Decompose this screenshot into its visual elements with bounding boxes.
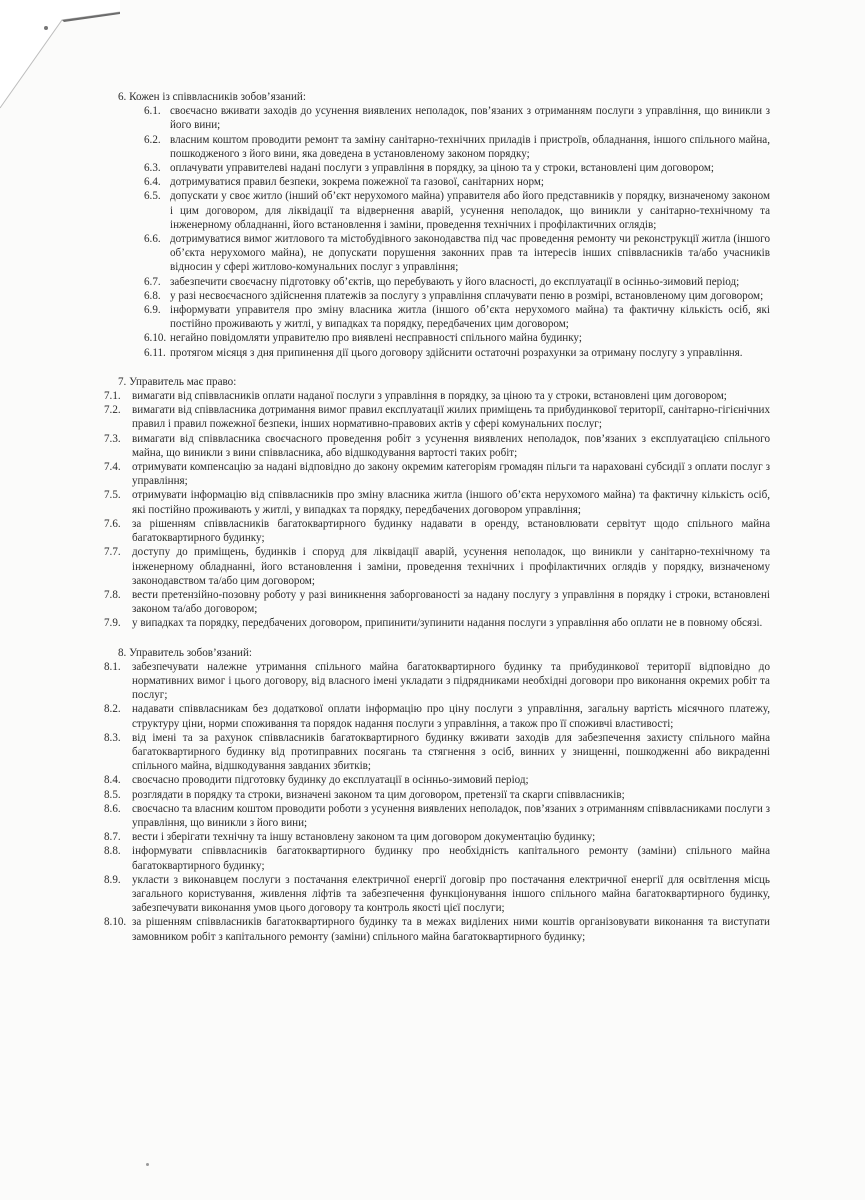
list-item [104,616,770,630]
item-text: від імені та за рахунок співвласників багатоквартирного будинку вживати заходів для забезпечення захисту спільного майна багатоквартирного будинку від протиправних посягань та стягнення з осіб, винних у знищенні, пошкодженні або викраденні спільного майна, відшкодування завданих збитків; [132,731,770,773]
section-spacer [104,631,770,646]
list-item [104,432,770,460]
list-item [104,232,770,275]
item-number: 8.9. [104,873,121,886]
list-item [104,403,770,431]
item-number: 6.11. [144,346,166,359]
item-number: 8.5. [104,788,121,801]
section-6-title: 6. Кожен із співвласників зобов’язаний: [118,91,306,103]
item-text: дотримуватися правил безпеки, зокрема пожежної та газової, санітарних норм; [170,176,544,189]
list-item [104,788,770,802]
item-number: 7.4. [104,461,121,474]
item-number: 8.1. [104,660,121,673]
item-text: власним коштом проводити ремонт та заміну санітарно-технічних приладів і пристроїв, обладнання, іншого спільного майна, пошкодженого з його вини, яка доведена в установленому законом порядку; [170,133,770,160]
list-item [104,303,770,331]
item-text: укласти з виконавцем послуги з постачання електричної енергії договір про постачання електричної енергії для освітлення місць загального користування, живлення ліфтів та забезпечення функціонування іншого спільного майна багатоквартирного будинку, забезпечувати виконання умов цього договору та контроль якості цієї послуги; [132,873,770,915]
item-number: 6.1. [144,105,161,118]
item-number: 7.2. [104,404,121,417]
item-number: 6.5. [144,190,161,203]
list-item [104,133,770,161]
item-text: у випадках та порядку, передбачених договором, припинити/зупинити надання послуги з управління або оплати не в повному обсязі. [132,617,763,630]
item-number: 8.6. [104,802,121,815]
item-text: забезпечувати належне утримання спільного майна багатоквартирного будинку та прибудинкової території відповідно до нормативних вимог і цього договору, від власного імені укладати з підрядниками необхідні договори про виконання окремих робіт та послуг; [132,660,770,702]
item-number: 7.9. [104,617,121,630]
item-text: вимагати від співвласників оплати наданої послуги з управління в порядку, за ціною та у строки, встановлені цим договором; [132,390,727,403]
item-text: своєчасно та власним коштом проводити роботи з усунення виявлених неполадок, пов’язаних з отриманням співвласниками послуги з управління, що виникли з його вини; [132,802,770,829]
list-item [104,161,770,175]
item-text: оплачувати управителеві надані послуги з управління в порядку, за ціною та у строки, встановлені цим договором; [170,162,714,175]
section-8-title: 8. Управитель зобов’язаний: [118,646,252,659]
list-item [104,873,770,916]
item-text: інформувати співвласників багатоквартирного будинку про необхідність капітального ремонту (заміни) спільного майна багатоквартирного будинку; [132,845,770,872]
item-text: дотримуватися вимог житлового та містобудівного законодавства під час проведення ремонту чи реконструкції житла (іншого об’єкта нерухомого майна), не допускати порушення законних прав та інтересів інших співвласників та/або учасників відносин у сфері житлово-комунальних послуг з управління; [170,233,770,274]
item-text: вимагати від співвласника своєчасного проведення робіт з усунення виявлених неполадок, пов’язаних з експлуатацією спільного майна, що виникли з вини співвласника, або відшкодування вартості таких робіт; [132,432,770,459]
list-item [104,275,770,289]
section-7-title: 7. Управитель має право: [118,375,237,388]
list-item [104,175,770,189]
section-7 [104,375,770,631]
item-text: вести і зберігати технічну та іншу встановлену законом та цим договором документацію будинку; [132,831,596,844]
item-number: 7.3. [104,432,121,445]
item-number: 8.10. [104,916,127,929]
scan-speck [146,1163,149,1166]
list-item [104,915,770,943]
item-number: 8.3. [104,731,121,744]
item-number: 8.8. [104,845,121,858]
item-number: 7.5. [104,489,121,502]
item-text: отримувати інформацію від співвласників про зміну власника житла (іншого об’єкта нерухомого майна) та фактичну кількість осіб, які постійно проживають у житлі, у випадках та порядку, передбачених договором управління; [132,489,770,516]
item-text: вимагати від співвласника дотримання вимог правил експлуатації жилих приміщень та прибудинкової території, санітарно-гігієнічних правил і правил пожежної безпеки, інших нормативно-правових актів у сфері комунальних послуг; [132,404,770,431]
item-number: 6.3. [144,162,161,175]
list-item [104,830,770,844]
list-item [104,844,770,872]
item-text: протягом місяця з дня припинення дії цього договору здійснити остаточні розрахунки за отриману послугу з управління. [170,346,743,359]
item-text: надавати співвласникам без додаткової оплати інформацію про ціну послуги з управління, загальну вартість місячного платежу, структуру ціни, норми споживання та порядок надання послуги з управління, а також про її споживчі властивості; [132,703,770,730]
list-item [104,289,770,303]
list-item [104,331,770,345]
item-number: 7.6. [104,517,121,530]
scan-speck [44,26,48,30]
item-text: за рішенням співвласників багатоквартирного будинку та в межах виділених ними коштів організовувати виконання та виступати замовником робіт з капітального ремонту (заміни) спільного майна багатоквартирного будинку; [132,916,770,943]
folded-corner [0,0,120,110]
item-number: 6.7. [144,275,161,288]
item-number: 8.7. [104,831,121,844]
list-item [104,702,770,730]
item-text: отримувати компенсацію за надані відповідно до закону окремим категоріям громадян пільги та нараховані субсидії з оплати послуг з управління; [132,461,770,488]
list-item [104,731,770,774]
item-text: допускати у своє житло (інший об’єкт нерухомого майна) управителя або його представників у порядку, визначеному законом і цим договором, для ліквідації та відвернення аварій, усунення неполадок, що виникли у санітарно-технічному та інженерному обладнанні, його встановлення і заміни, проведення технічних і профілактичних оглядів; [170,190,770,231]
item-number: 8.2. [104,703,121,716]
item-text: своєчасно проводити підготовку будинку до експлуатації в осінньо-зимовий період; [132,774,529,787]
list-item [104,389,770,403]
list-item [104,189,770,232]
item-text: розглядати в порядку та строки, визначені законом та цим договором, претензії та скарги співвласників; [132,788,625,801]
list-item [104,773,770,787]
list-item [104,104,770,132]
item-text: за рішенням співвласників багатоквартирного будинку надавати в оренду, встановлювати сервітут щодо спільного майна багатоквартирного будинку; [132,517,770,545]
item-number: 7.1. [104,390,121,403]
section-8 [104,646,770,944]
section-spacer [104,360,770,375]
list-item [104,517,770,545]
list-item [104,346,770,360]
item-text: своєчасно вживати заходів до усунення виявлених неполадок, пов’язаних з отриманням послуги з управління, що виникли з його вини; [170,105,770,132]
document-body [104,90,770,944]
item-text: інформувати управителя про зміну власника житла (іншого об’єкта нерухомого майна) та фактичну кількість осіб, які постійно проживають у житлі, у випадках та порядку, передбачених цим договором; [170,304,770,331]
item-text: вести претензійно-позовну роботу у разі виникнення заборгованості за надану послугу з управління в порядку і строки, встановлені законом та/або договором; [132,588,770,616]
item-number: 7.8. [104,588,121,601]
list-item [104,660,770,703]
item-number: 6.6. [144,233,161,246]
list-item [104,460,770,488]
list-item [104,802,770,830]
section-6 [104,90,770,360]
list-item [104,488,770,516]
item-text: негайно повідомляти управителю про виявлені несправності спільного майна будинку; [170,332,582,345]
item-number: 6.4. [144,176,161,189]
item-text: забезпечити своєчасну підготовку об’єктів, що перебувають у його власності, до експлуатації в осінньо-зимовий період; [170,275,740,288]
list-item [104,545,770,588]
item-number: 7.7. [104,546,121,559]
item-text: доступу до приміщень, будинків і споруд для ліквідації аварій, усунення неполадок, що виникли у санітарно-технічному та інженерному обладнанні, його встановлення і заміни, проведення технічних і профілактичних оглядів у порядку, визначеному законодавством та/або цим договором; [132,546,770,587]
item-number: 6.8. [144,289,161,302]
list-item [104,588,770,616]
item-number: 6.9. [144,304,161,317]
item-number: 6.2. [144,133,161,146]
item-text: у разі несвоєчасного здійснення платежів за послугу з управління сплачувати пеню в розмірі, встановленому цим договором; [170,289,764,302]
item-number: 6.10. [144,332,167,345]
item-number: 8.4. [104,774,121,787]
